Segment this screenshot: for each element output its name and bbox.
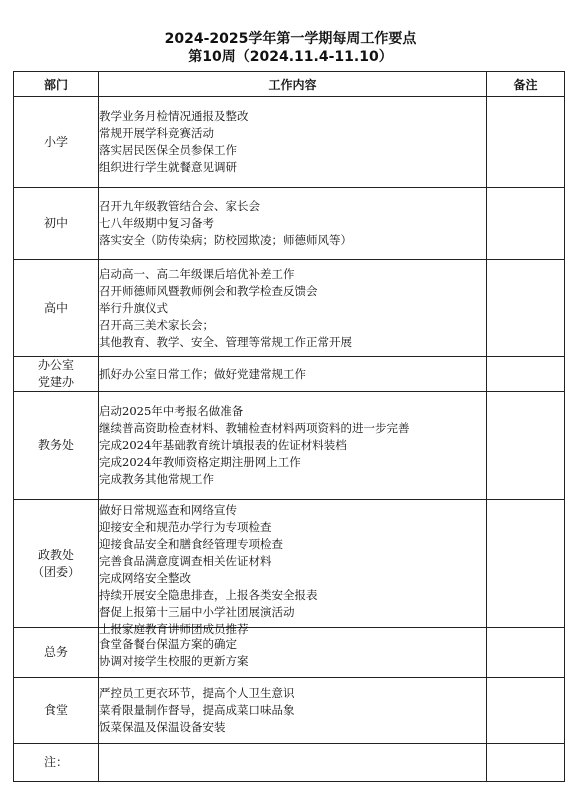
- dept-cell: [14, 357, 99, 392]
- work-item: 召开九年级教管结合会、家长会: [99, 199, 260, 213]
- dept-name: （团委）: [31, 564, 80, 579]
- content-cell: [99, 392, 487, 500]
- header-dept: 部门: [14, 72, 99, 97]
- work-item: 完成2024年基础教育统计填报表的佐证材料装档: [99, 438, 347, 452]
- work-item: 完成教务其他常规工作: [99, 472, 214, 486]
- note-cell: [487, 678, 565, 744]
- work-item: 上报家庭教育讲师团成员推荐: [99, 621, 249, 636]
- work-item: 落实居民医保全员参保工作: [99, 143, 237, 157]
- table-row: [14, 678, 565, 744]
- content-cell: [99, 188, 487, 260]
- dept-cell: [14, 500, 99, 628]
- note-cell: [487, 628, 565, 678]
- work-item: 完成网络安全整改: [99, 570, 191, 585]
- page-title: 2024-2025学年第一学期每周工作要点: [164, 31, 417, 47]
- work-item: 举行升旗仪式: [99, 300, 168, 315]
- work-item: 督促上报第十三届中小学社团展演活动: [99, 604, 295, 619]
- dept-name: 食堂: [43, 703, 68, 717]
- note-cell: [487, 260, 565, 357]
- work-item: 严控员工更衣环节，提高个人卫生意识: [99, 686, 295, 700]
- note-cell: [487, 500, 565, 628]
- note-cell: [487, 188, 565, 260]
- work-item: 食堂备餐台保温方案的确定: [99, 636, 237, 651]
- dept-name: 总务: [43, 645, 68, 659]
- work-item: 协调对接学生校服的更新方案: [99, 653, 249, 668]
- header-content: 工作内容: [99, 72, 487, 97]
- table-row: [14, 500, 565, 628]
- content-cell: [99, 744, 487, 782]
- work-item: 迎接安全和规范办学行为专项检查: [99, 519, 272, 534]
- dept-cell: [14, 188, 99, 260]
- header-note: 备注: [487, 72, 565, 97]
- content-cell: [99, 500, 487, 636]
- work-item: 启动高一、高二年级课后培优补差工作: [99, 266, 295, 281]
- table-row: [14, 744, 565, 782]
- page-subtitle: 第10周（2024.11.4-11.10）: [188, 49, 393, 65]
- work-item: 落实安全（防传染病；防校园欺凌；师德师风等）: [99, 233, 352, 247]
- dept-cell: [14, 628, 99, 678]
- dept-name: 小学: [43, 134, 68, 149]
- dept-name: 办公室: [37, 358, 74, 372]
- work-item: 菜肴限量制作督导，提高成菜口味品象: [99, 703, 295, 717]
- dept-name: 教务处: [37, 438, 74, 452]
- work-item: 其他教育、教学、安全、管理等常规工作正常开展: [99, 334, 352, 349]
- work-item: 七八年级期中复习备考: [99, 216, 214, 230]
- work-item: 完善食品满意度调查相关佐证材料: [99, 553, 272, 568]
- content-cell: [99, 628, 487, 678]
- table-row: [14, 188, 565, 260]
- work-plan-table: [13, 71, 565, 782]
- note-cell: [487, 97, 565, 188]
- work-item: 迎接食品安全和膳食经管理专项检查: [99, 536, 283, 551]
- dept-cell: [14, 392, 99, 500]
- content-cell: [99, 97, 487, 188]
- content-cell: [99, 260, 487, 357]
- content-cell: [99, 678, 487, 744]
- table-row: [14, 97, 565, 188]
- work-item: 教学业务月检情况通报及整改: [99, 109, 249, 123]
- work-item: 常规开展学科竞赛活动: [99, 126, 214, 140]
- note-cell: [487, 357, 565, 392]
- note-cell: [487, 744, 565, 782]
- work-item: 持续开展安全隐患排查，上报各类安全报表: [99, 587, 318, 602]
- work-item: 饭菜保温及保温设备安装: [99, 720, 226, 734]
- work-item: 做好日常规巡查和网络宣传: [99, 502, 237, 517]
- dept-cell: [14, 260, 99, 357]
- dept-name: 初中: [43, 216, 68, 230]
- dept-cell: [14, 678, 99, 744]
- note-cell: [487, 392, 565, 500]
- table-row: [14, 392, 565, 500]
- work-item: 组织进行学生就餐意见调研: [99, 160, 237, 174]
- table-row: [14, 628, 565, 678]
- dept-cell: [14, 744, 99, 782]
- dept-name: 高中: [43, 300, 68, 315]
- work-item: 启动2025年中考报名做准备: [99, 404, 244, 418]
- dept-cell: [14, 97, 99, 188]
- dept-name: 党建办: [37, 375, 74, 389]
- work-item: 召开师德师风暨教师例会和教学检查反馈会: [99, 283, 318, 298]
- dept-name: 政教处: [37, 547, 74, 562]
- work-item: 继续普高资助检查材料、教辅检查材料两项资料的进一步完善: [99, 421, 410, 435]
- work-item: 抓好办公室日常工作；做好党建常规工作: [99, 366, 306, 381]
- dept-name: 注：: [43, 755, 68, 769]
- work-item: 召开高三美术家长会；: [99, 317, 214, 332]
- content-cell: [99, 357, 487, 392]
- table-header-row: [14, 72, 565, 97]
- table-row: [14, 260, 565, 357]
- work-item: 完成2024年教师资格定期注册网上工作: [99, 455, 301, 469]
- table-row: [14, 357, 565, 392]
